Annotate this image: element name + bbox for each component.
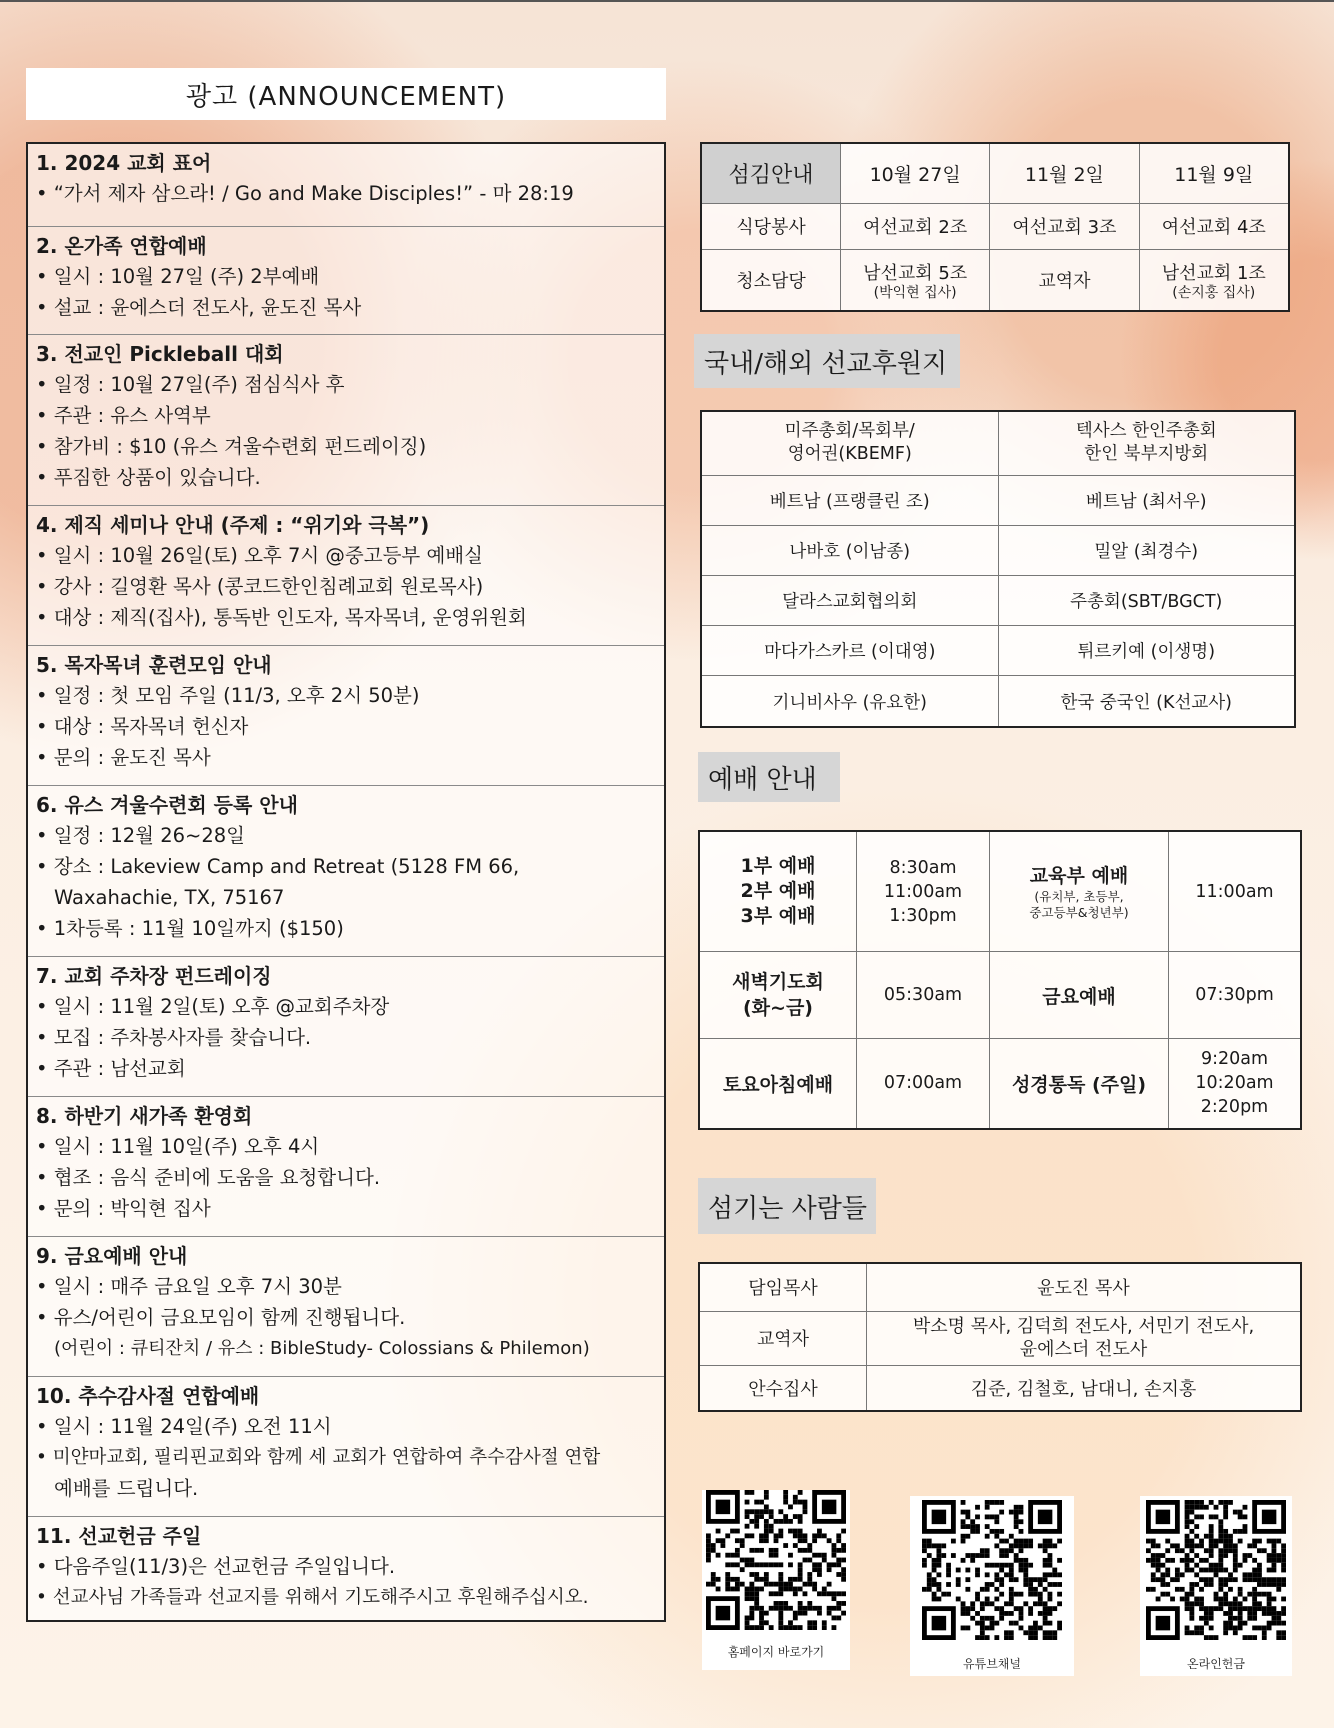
announcement-line: • 일시 : 11월 2일(토) 오후 @교회주차장 (36, 995, 390, 1018)
announcement-line: • 일정 : 12월 26~28일 (36, 824, 245, 847)
announcement-line: • “가서 제자 삼으라! / Go and Make Disciples!” - 마 28:19 (36, 182, 574, 205)
worship-service-times (857, 831, 990, 952)
qr-caption: 유튜브채널 (963, 1657, 1021, 1671)
worship-schedule-table (698, 830, 1302, 1130)
worship-bible-times (1169, 1038, 1302, 1129)
announcement-item-10 (28, 1377, 664, 1517)
qr-code-icon (1146, 1500, 1286, 1640)
announcement-heading: 11. 선교헌금 주일 (36, 1524, 202, 1548)
qr-youtube[interactable] (910, 1496, 1074, 1676)
worship-label-line: 1부 예배 (740, 855, 816, 878)
worship-time: 07:30pm (1169, 952, 1302, 1039)
announcement-item-1 (28, 144, 664, 227)
announcement-heading: 8. 하반기 새가족 환영회 (36, 1104, 253, 1128)
mission-cell: 베트남 (프랭클린 조) (701, 475, 998, 525)
announcement-line: • 일정 : 10월 27일(주) 점심식사 후 (36, 373, 345, 396)
worship-education-label (990, 831, 1169, 952)
mission-cell: 나바호 (이남종) (701, 525, 998, 575)
worship-time-line: 11:00am (883, 881, 963, 902)
announcement-line: • 다음주일(11/3)은 선교헌금 주일입니다. (36, 1555, 396, 1578)
announcement-line: (어린이 : 큐티잔치 / 유스 : BibleStudy- Colossians & Philemon) (54, 1338, 590, 1359)
announcement-line: • 선교사님 가족들과 선교지를 위해서 기도해주시고 후원해주십시오. (36, 1587, 589, 1608)
serving-cell-main: 남선교회 5조 (863, 262, 968, 284)
servants-table (698, 1262, 1302, 1412)
worship-time: 05:30am (857, 952, 990, 1039)
announcement-item-3 (28, 335, 664, 506)
announcement-list (26, 142, 666, 1622)
servant-names (867, 1311, 1302, 1365)
serving-cell (1139, 249, 1289, 311)
worship-label: 금요예배 (990, 952, 1169, 1039)
announcement-heading: 3. 전교인 Pickleball 대회 (36, 342, 284, 366)
qr-caption: 홈페이지 바로가기 (727, 1645, 825, 1659)
serving-schedule-table (700, 142, 1290, 312)
worship-sub-line: 중고등부&청년부) (1029, 904, 1129, 920)
worship-time: 11:00am (1169, 831, 1302, 952)
worship-section-title: 예배 안내 (698, 752, 840, 802)
servant-role: 안수집사 (699, 1365, 867, 1411)
servant-role: 교역자 (699, 1311, 867, 1365)
worship-time-line: 10:20am (1195, 1073, 1274, 1094)
announcement-line: • 강사 : 길영환 목사 (콩코드한인침례교회 원로목사) (36, 575, 484, 598)
qr-online-offering[interactable] (1140, 1496, 1292, 1676)
worship-label-line: 새벽기도회 (732, 971, 824, 994)
announcement-heading: 2. 온가족 연합예배 (36, 234, 207, 258)
announcement-line: • 참가비 : $10 (유스 겨울수련회 펀드레이징) (36, 435, 427, 458)
missions-header-line: 텍사스 한인주총회 (1075, 421, 1217, 442)
announcement-item-5 (28, 646, 664, 786)
worship-label: 성경통독 (주일) (990, 1038, 1169, 1129)
serving-date: 11월 2일 (990, 143, 1139, 203)
servants-section-title: 섬기는 사람들 (698, 1178, 876, 1234)
worship-time-line: 9:20am (1200, 1049, 1269, 1070)
mission-cell: 마다가스카르 (이대영) (701, 626, 998, 676)
announcement-line: • 대상 : 목자목녀 헌신자 (36, 715, 249, 738)
announcement-heading: 4. 제직 세미나 안내 (주제 : “위기와 극복”) (36, 513, 430, 537)
worship-label-line: (화~금) (743, 997, 813, 1020)
serving-cell-main: 남선교회 1조 (1161, 262, 1266, 284)
announcement-line: • 일시 : 매주 금요일 오후 7시 30분 (36, 1275, 342, 1298)
serving-cell: 여선교회 2조 (841, 203, 990, 249)
announcement-line: Waxahachie, TX, 75167 (54, 886, 285, 909)
announcement-item-11 (28, 1517, 664, 1618)
announcement-heading: 1. 2024 교회 표어 (36, 151, 212, 175)
serving-cell: 여선교회 3조 (990, 203, 1139, 249)
announcement-line: • 협조 : 음식 준비에 도움을 요청합니다. (36, 1166, 381, 1189)
announcement-line: • 문의 : 박익현 집사 (36, 1197, 211, 1220)
qr-caption: 온라인헌금 (1187, 1657, 1245, 1671)
serving-date: 10월 27일 (841, 143, 990, 203)
announcement-line: • 일시 : 10월 27일 (주) 2부예배 (36, 265, 320, 288)
worship-time-line: 8:30am (889, 857, 957, 878)
announcement-item-9 (28, 1237, 664, 1377)
mission-cell: 밀알 (최경수) (998, 525, 1295, 575)
mission-cell: 달라스교회협의회 (701, 575, 998, 625)
announcement-item-8 (28, 1097, 664, 1237)
announcement-line: • 1차등록 : 11월 10일까지 ($150) (36, 917, 344, 940)
missions-header-line: 미주총회/목회부/ (784, 421, 915, 442)
worship-service-names (699, 831, 857, 952)
servant-names: 윤도진 목사 (867, 1263, 1302, 1311)
serving-cell-sub: (박익현 집사) (873, 284, 957, 301)
announcement-item-6 (28, 786, 664, 957)
servant-names-line: 윤에스더 전도사 (1019, 1339, 1148, 1360)
announcement-heading: 9. 금요예배 안내 (36, 1244, 188, 1268)
mission-cell: 한국 중국인 (K선교사) (998, 676, 1295, 727)
worship-time: 07:00am (857, 1038, 990, 1129)
mission-cell: 베트남 (최서우) (998, 475, 1295, 525)
announcement-heading: 6. 유스 겨울수련회 등록 안내 (36, 793, 298, 817)
worship-time-line: 1:30pm (889, 905, 957, 926)
serving-cell (841, 249, 990, 311)
announcement-line: • 미얀마교회, 필리핀교회와 함께 세 교회가 연합하여 추수감사절 연합 (36, 1447, 601, 1468)
qr-code-icon (706, 1490, 846, 1630)
announcement-line: • 일시 : 11월 10일(주) 오후 4시 (36, 1135, 320, 1158)
serving-header: 섬김안내 (701, 143, 841, 203)
worship-label-line: 2부 예배 (740, 880, 816, 903)
worship-label-line: 교육부 예배 (1029, 864, 1129, 887)
announcement-item-7 (28, 957, 664, 1097)
servant-names: 김준, 김철호, 남대니, 손지홍 (867, 1365, 1302, 1411)
serving-cell: 여선교회 4조 (1139, 203, 1289, 249)
announcement-line: • 일시 : 11월 24일(주) 오전 11시 (36, 1415, 332, 1438)
worship-time-line: 2:20pm (1200, 1097, 1269, 1118)
announcement-line: • 대상 : 제직(집사), 통독반 인도자, 목자목녀, 운영위원회 (36, 606, 527, 629)
missions-section-title: 국내/해외 선교후원지 (694, 334, 960, 388)
servant-role: 담임목사 (699, 1263, 867, 1311)
top-border-line (0, 0, 1334, 2)
announcement-item-2 (28, 227, 664, 335)
announcement-heading: 10. 추수감사절 연합예배 (36, 1384, 260, 1408)
serving-cell: 교역자 (990, 249, 1139, 311)
serving-date: 11월 9일 (1139, 143, 1289, 203)
qr-code-icon (922, 1500, 1062, 1640)
missions-table (700, 410, 1296, 728)
missions-header-line: 한인 북부지방회 (1084, 444, 1209, 465)
mission-cell: 기니비사우 (유요한) (701, 676, 998, 727)
worship-label: 토요아침예배 (699, 1038, 857, 1129)
serving-cell-sub: (손지홍 집사) (1172, 284, 1256, 301)
announcement-line: • 문의 : 윤도진 목사 (36, 746, 211, 769)
servant-names-line: 박소명 목사, 김덕희 전도사, 서민기 전도사, (912, 1316, 1255, 1337)
announcement-line: • 일시 : 10월 26일(토) 오후 7시 @중고등부 예배실 (36, 544, 483, 567)
mission-cell: 튀르키예 (이생명) (998, 626, 1295, 676)
announcement-line: • 일정 : 첫 모임 주일 (11/3, 오후 2시 50분) (36, 684, 420, 707)
qr-homepage[interactable] (702, 1490, 850, 1670)
worship-dawn-label (699, 952, 857, 1039)
serving-row-label: 식당봉사 (701, 203, 841, 249)
announcement-line: 예배를 드립니다. (54, 1477, 199, 1500)
announcement-heading: 7. 교회 주차장 펀드레이징 (36, 964, 272, 988)
serving-row-label: 청소담당 (701, 249, 841, 311)
missions-header (701, 411, 998, 475)
missions-header-line: 영어권(KBEMF) (787, 444, 912, 465)
announcement-line: • 모집 : 주차봉사자를 찾습니다. (36, 1026, 312, 1049)
announcement-item-4 (28, 506, 664, 646)
worship-label-line: 3부 예배 (740, 905, 816, 928)
announcement-line: • 설교 : 윤에스더 전도사, 윤도진 목사 (36, 296, 362, 319)
announcement-line: • 주관 : 남선교회 (36, 1057, 186, 1080)
missions-header (998, 411, 1295, 475)
announcement-line: • 장소 : Lakeview Camp and Retreat (5128 FM 66, (36, 855, 520, 878)
announcement-heading: 5. 목자목녀 훈련모임 안내 (36, 653, 272, 677)
announcement-title: 광고 (ANNOUNCEMENT) (26, 68, 666, 120)
announcement-line: • 푸짐한 상품이 있습니다. (36, 466, 261, 489)
worship-sub-line: (유치부, 초등부, (1034, 888, 1124, 904)
announcement-line: • 주관 : 유스 사역부 (36, 404, 211, 427)
announcement-line: • 유스/어린이 금요모임이 함께 진행됩니다. (36, 1306, 406, 1329)
mission-cell: 주총회(SBT/BGCT) (998, 575, 1295, 625)
